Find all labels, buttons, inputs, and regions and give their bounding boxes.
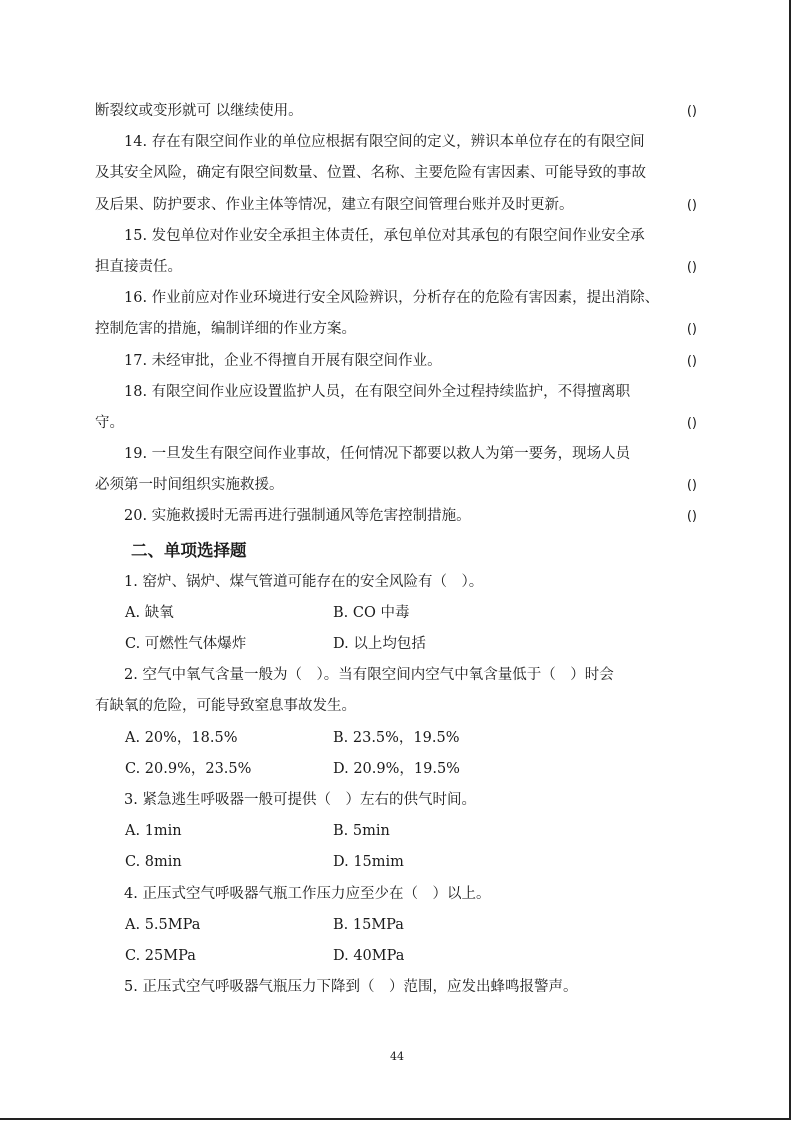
option-c: C. 25MPa <box>125 947 196 964</box>
text-line: 18. 有限空间作业应设置监护人员，在有限空间外全过程持续监护，不得擅离职 <box>124 383 631 400</box>
answer-blank: () <box>686 259 697 275</box>
option-row <box>95 816 697 847</box>
question-text: 5. 正压式空气呼吸器气瓶压力下降到（ ）范围，应发出蜂鸣报警声。 <box>124 979 578 996</box>
text-line: 15. 发包单位对作业安全承担主体责任，承包单位对其承包的有限空间作业安全承 <box>124 227 645 244</box>
text-line: 20. 实施救援时无需再进行强制通风等危害控制措施。 () <box>95 501 697 532</box>
option-b: B. 23.5%，19.5% <box>333 729 460 746</box>
text-line: 19. 一旦发生有限空间作业事故，任何情况下都要以救人为第一要务，现场人员 <box>124 446 631 463</box>
question-text: 1. 窑炉、锅炉、煤气管道可能存在的安全风险有（ ）。 <box>124 573 484 590</box>
answer-blank: () <box>686 478 697 494</box>
option-a: A. 20%，18.5% <box>125 729 238 746</box>
answer-blank: () <box>686 322 697 338</box>
option-c: C. 可燃性气体爆炸 <box>125 636 247 652</box>
option-row <box>95 754 697 785</box>
option-row <box>95 598 697 629</box>
option-row <box>95 629 697 660</box>
option-a: A. 缺氧 <box>125 604 174 621</box>
text-line: 17. 未经审批，企业不得擅自开展有限空间作业。 () <box>95 346 697 377</box>
answer-blank: () <box>686 197 697 213</box>
option-b: B. 15MPa <box>333 916 404 933</box>
question-text: 有缺氧的危险，可能导致窒息事故发生。 <box>95 698 356 715</box>
text-line: 16. 作业前应对作业环境进行安全风险辨识，分析存在的危险有害因素，提出消除、 <box>124 290 660 307</box>
option-b: B. 5min <box>333 823 390 840</box>
option-a: A. 1min <box>125 823 182 840</box>
option-c: C. 20.9%，23.5% <box>125 760 252 777</box>
page-content <box>95 96 697 1003</box>
option-d: D. 20.9%，19.5% <box>333 760 460 777</box>
option-d: D. 40MPa <box>333 947 405 964</box>
section-title: 二、单项选择题 <box>131 540 247 560</box>
option-row <box>95 910 697 941</box>
text-line: 14. 存在有限空间作业的单位应根据有限空间的定义，辨识本单位存在的有限空间 <box>124 134 645 151</box>
text-line: 控制危害的措施，编制详细的作业方案。 () <box>95 314 697 345</box>
answer-blank: () <box>686 415 697 431</box>
page-number: 44 <box>390 1050 404 1063</box>
answer-blank: () <box>686 353 697 369</box>
text-line: 担直接责任。 () <box>95 252 697 283</box>
text-line: 必须第一时间组织实施救援。 () <box>95 470 697 501</box>
option-c: C. 8min <box>125 854 182 871</box>
text-line: 守。 () <box>95 408 697 439</box>
option-row <box>95 941 697 972</box>
text-line: 及其安全风险，确定有限空间数量、位置、名称、主要危险有害因素、可能导致的事故 <box>95 165 646 182</box>
option-row <box>95 847 697 878</box>
option-b: B. CO 中毒 <box>333 604 410 621</box>
option-d: D. 以上均包括 <box>333 636 426 652</box>
question-text: 3. 紧急逃生呼吸器一般可提供（ ）左右的供气时间。 <box>124 791 476 808</box>
text-line: 断裂纹或变形就可 以继续使用。 () <box>95 96 697 127</box>
option-row <box>95 723 697 754</box>
question-text: 2. 空气中氧气含量一般为（ ）。当有限空间内空气中氧含量低于（ ）时会 <box>124 667 614 684</box>
question-text: 4. 正压式空气呼吸器气瓶工作压力应至少在（ ）以上。 <box>124 885 491 902</box>
option-d: D. 15mim <box>333 854 404 871</box>
option-a: A. 5.5MPa <box>125 916 201 933</box>
text-line: 及后果、防护要求、作业主体等情况，建立有限空间管理台账并及时更新。 () <box>95 190 697 221</box>
answer-blank: () <box>686 509 697 525</box>
answer-blank: () <box>686 104 697 119</box>
